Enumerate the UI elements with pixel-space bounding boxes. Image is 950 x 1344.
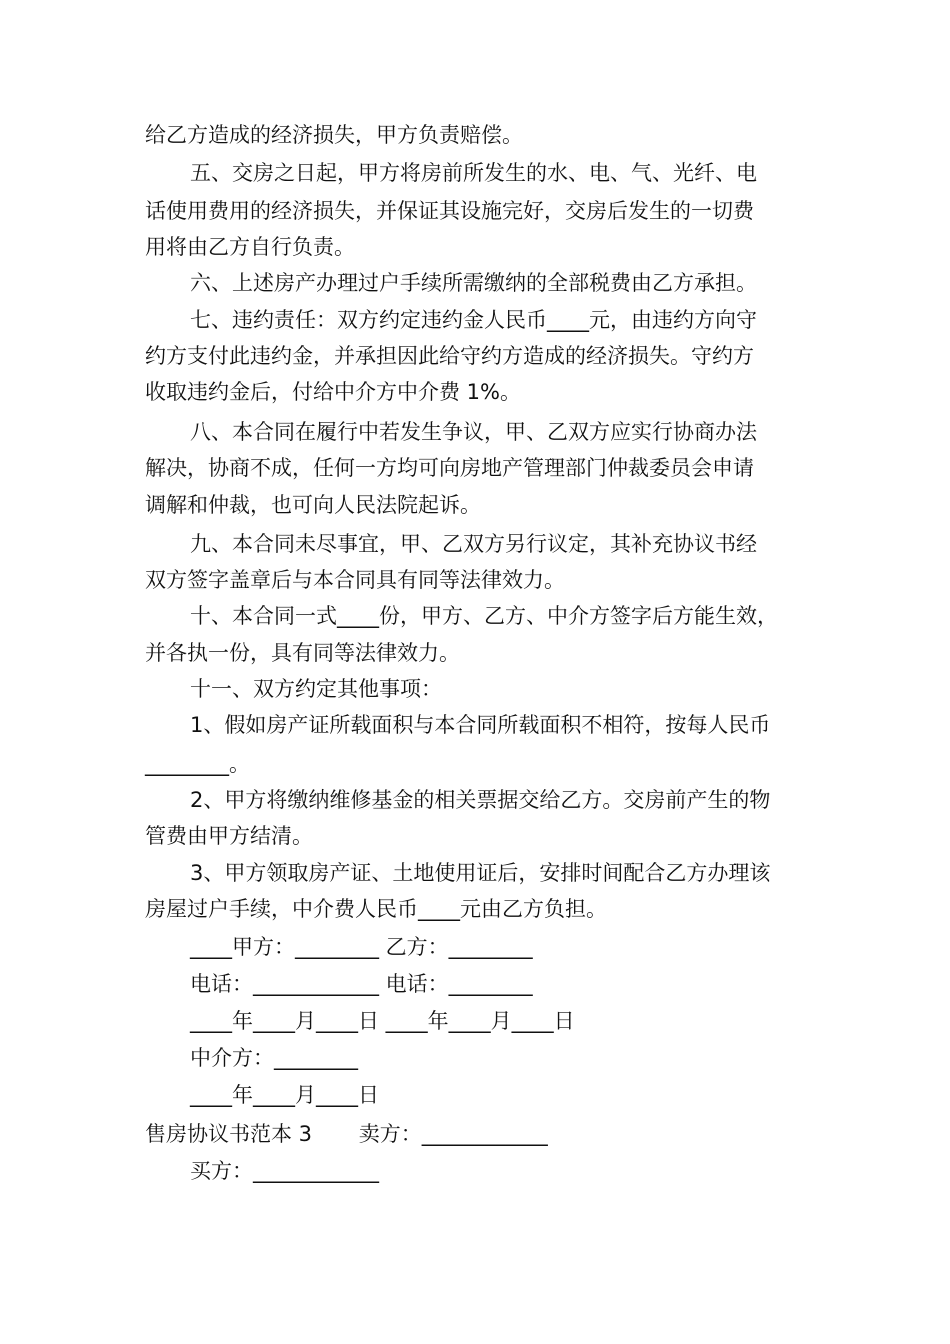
paragraph-line: 七、违约责任：双方约定违约金人民币____元，由违约方向守 <box>190 308 757 332</box>
section-heading-line: 售房协议书范本 3 卖方：____________ <box>145 1122 548 1146</box>
paragraph-line: 用将由乙方自行负责。 <box>145 235 355 259</box>
signature-line: ____年____月____日 <box>190 1083 379 1107</box>
paragraph-line: 话使用费用的经济损失，并保证其设施完好，交房后发生的一切费 <box>145 199 754 223</box>
paragraph-line: 八、本合同在履行中若发生争议，甲、乙双方应实行协商办法 <box>190 420 757 444</box>
paragraph-line: 收取违约金后，付给中介方中介费 1%。 <box>145 380 521 404</box>
signature-line: 中介方：________ <box>190 1046 358 1070</box>
paragraph-line: 管费由甲方结清。 <box>145 824 313 848</box>
paragraph-line: 并各执一份，具有同等法律效力。 <box>145 641 460 665</box>
paragraph-line: 调解和仲裁，也可向人民法院起诉。 <box>145 493 481 517</box>
paragraph-line: 3、甲方领取房产证、土地使用证后，安排时间配合乙方办理该 <box>190 861 771 885</box>
paragraph-line: 房屋过户手续，中介费人民币____元由乙方负担。 <box>145 897 607 921</box>
paragraph-line: 九、本合同未尽事宜，甲、乙双方另行议定，其补充协议书经 <box>190 532 757 556</box>
paragraph-line: ________。 <box>145 752 250 776</box>
paragraph-line: 2、甲方将缴纳维修基金的相关票据交给乙方。交房前产生的物 <box>190 788 771 812</box>
paragraph-line: 五、交房之日起，甲方将房前所发生的水、电、气、光纤、电 <box>190 161 757 185</box>
paragraph-line: 六、上述房产办理过户手续所需缴纳的全部税费由乙方承担。 <box>190 271 757 295</box>
paragraph-line: 给乙方造成的经济损失，甲方负责赔偿。 <box>145 123 523 147</box>
paragraph-line: 十一、双方约定其他事项： <box>190 677 442 701</box>
paragraph-line: 解决，协商不成，任何一方均可向房地产管理部门仲裁委员会申请 <box>145 456 754 480</box>
paragraph-line: 约方支付此违约金，并承担因此给守约方造成的经济损失。守约方 <box>145 344 754 368</box>
paragraph-line: 1、假如房产证所载面积与本合同所载面积不相符，按每人民币 <box>190 713 771 737</box>
signature-line: 买方：____________ <box>190 1159 379 1183</box>
signature-line: ____甲方：________ 乙方：________ <box>190 935 533 959</box>
paragraph-line: 十、本合同一式____份，甲方、乙方、中介方签字后方能生效， <box>190 604 778 628</box>
signature-line: ____年____月____日 ____年____月____日 <box>190 1009 575 1033</box>
paragraph-line: 双方签字盖章后与本合同具有同等法律效力。 <box>145 568 565 592</box>
signature-line: 电话：____________ 电话：________ <box>190 972 533 996</box>
